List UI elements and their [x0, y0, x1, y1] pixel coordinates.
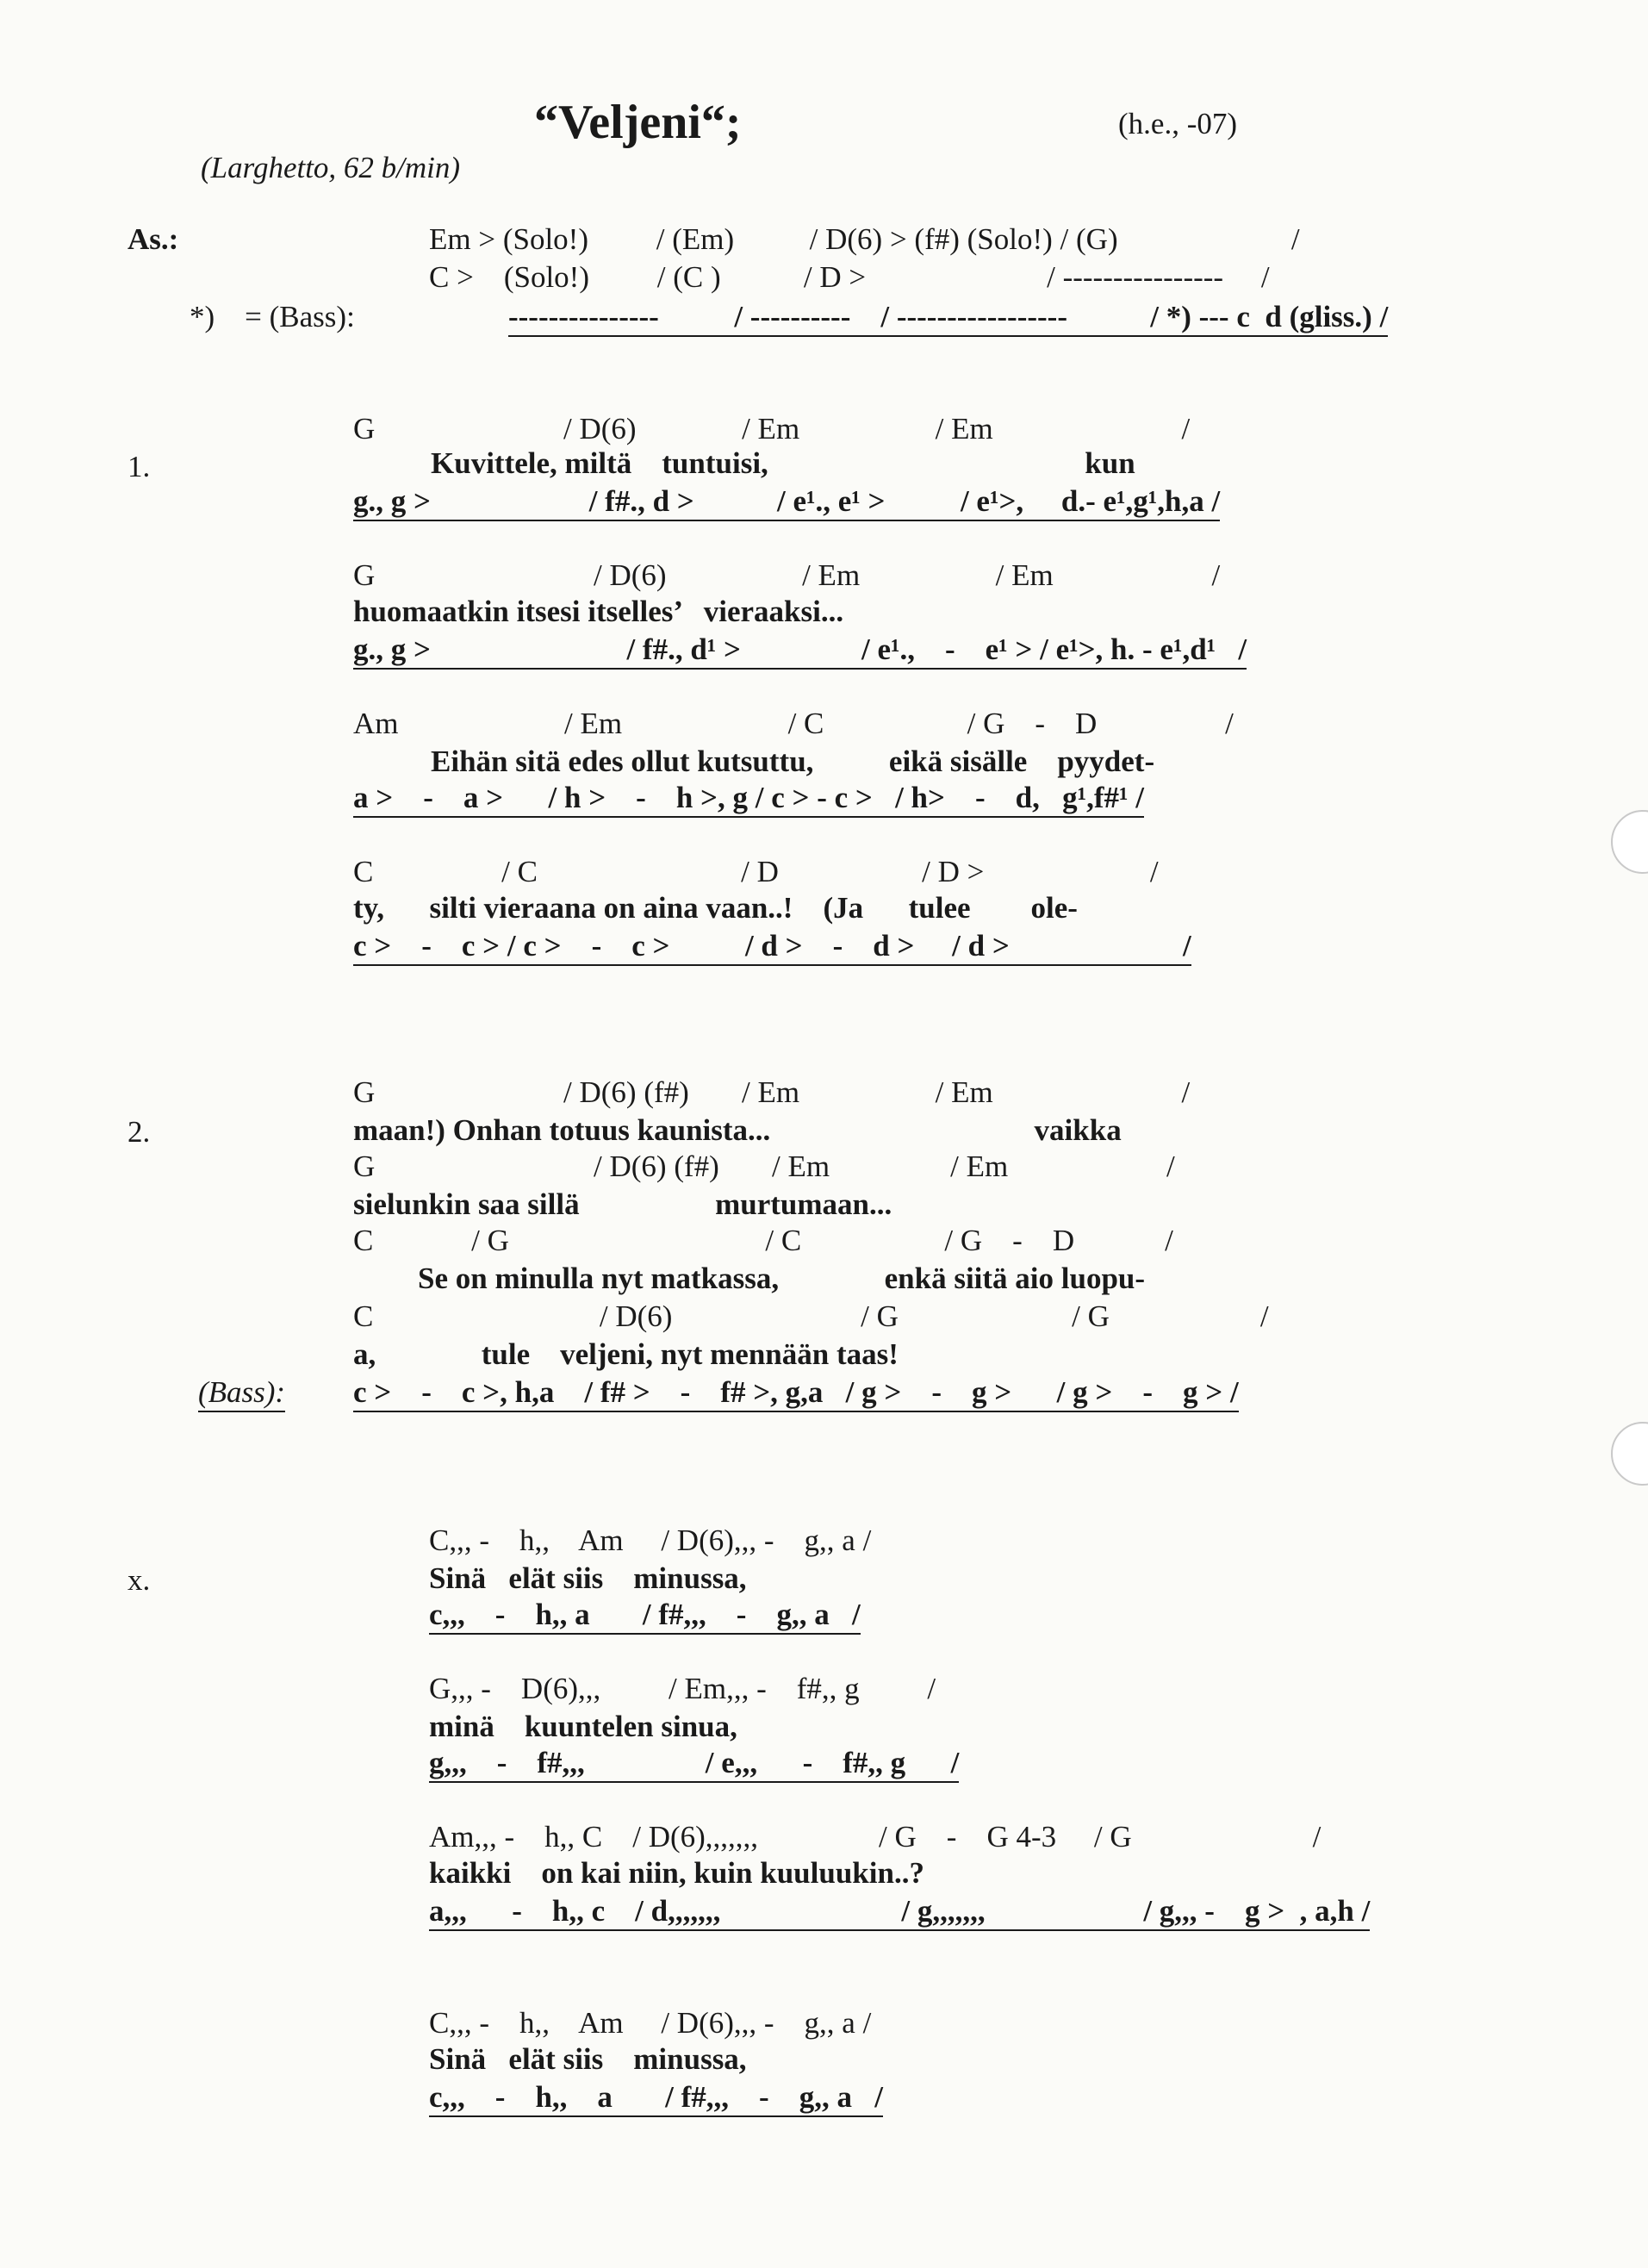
author-date: (h.e., -07) — [1118, 107, 1238, 140]
v1-s1-chords: G / D(6) / Em / Em / — [353, 412, 1191, 446]
v1-s2-chords: G / D(6) / Em / Em / — [353, 558, 1221, 592]
verse-2-number: 2. — [127, 1115, 151, 1149]
binder-hole-bottom — [1611, 1422, 1648, 1486]
x-d-chords: C,,, - h,, Am / D(6),,, - g,, a / — [429, 2006, 872, 2040]
v1-s1-bass: g., g > / f#., d > / e¹., e¹ > / e¹>, d.- e¹,g¹,h,a / — [353, 484, 1220, 521]
v2-r2-lyrics: sielunkin saa sillä murtumaan... — [353, 1187, 892, 1221]
v2-r3-lyrics: Se on minulla nyt matkassa, enkä siitä aio luopu- — [418, 1262, 1146, 1295]
intro-bass-label: *) = (Bass): — [190, 300, 355, 333]
x-a-bass: c,,, - h,, a / f#,,, - g,, a / — [429, 1598, 861, 1635]
intro-chords-1: Em > (Solo!) / (Em) / D(6) > (f#) (Solo!) / (G) / — [429, 222, 1300, 256]
x-b-chords: G,,, - D(6),,, / Em,,, - f#,, g / — [429, 1672, 936, 1705]
v1-s2-lyrics: huomaatkin itsesi itselles’ vieraaksi... — [353, 595, 844, 628]
intro-chords-2: C > (Solo!) / (C ) / D > / ---------------- / — [429, 260, 1270, 294]
x-a-lyrics: Sinä elät siis minussa, — [429, 1561, 747, 1595]
x-c-chords: Am,,, - h,, C / D(6),,,,,,, / G - G 4-3 / G / — [429, 1820, 1322, 1854]
v1-s4-lyrics: ty, silti vieraana on aina vaan..! (Ja tulee ole- — [353, 891, 1078, 925]
v2-bass-label: (Bass): — [198, 1375, 285, 1412]
v1-s1-lyrics: Kuvittele, miltä tuntuisi, kun — [431, 446, 1135, 480]
x-b-bass: g,,, - f#,,, / e,,, - f#,, g / — [429, 1746, 959, 1783]
x-c-bass: a,,, - h,, c / d,,,,,,, / g,,,,,,, / g,,, - g > , a,h / — [429, 1894, 1370, 1931]
x-c-lyrics: kaikki on kai niin, kuin kuuluukin..? — [429, 1856, 924, 1890]
v2-r4-lyrics: a, tule veljeni, nyt mennään taas! — [353, 1337, 899, 1371]
v2-r2-chords: G / D(6) (f#) / Em / Em / — [353, 1150, 1175, 1183]
intro-label: As.: — [127, 222, 179, 256]
tempo-marking: (Larghetto, 62 b/min) — [201, 151, 461, 184]
v1-s3-lyrics: Eihän sitä edes ollut kutsuttu, eikä sisälle pyydet- — [431, 745, 1155, 778]
v2-r1-chords: G / D(6) (f#) / Em / Em / — [353, 1075, 1191, 1109]
v1-s4-bass: c > - c > / c > - c > / d > - d > / d > / — [353, 929, 1191, 966]
v1-s3-bass: a > - a > / h > - h >, g / c > - c > / h> - d, g¹,f#¹ / — [353, 781, 1144, 818]
x-a-chords: C,,, - h,, Am / D(6),,, - g,, a / — [429, 1523, 872, 1557]
v1-s3-chords: Am / Em / C / G - D / — [353, 707, 1234, 740]
x-d-bass: c,,, - h,, a / f#,,, - g,, a / — [429, 2080, 883, 2117]
v1-s2-bass: g., g > / f#., d¹ > / e¹., - e¹ > / e¹>, h. - e¹,d¹ / — [353, 632, 1247, 670]
v2-r4-chords: C / D(6) / G / G / — [353, 1299, 1269, 1333]
v2-r1-lyrics: maan!) Onhan totuus kaunista... vaikka — [353, 1113, 1122, 1147]
v2-r3-chords: C / G / C / G - D / — [353, 1224, 1173, 1257]
verse-1-number: 1. — [127, 450, 151, 483]
intro-bass-line: --------------- / ---------- / ----------------- / *) --- c d (gliss.) / — [508, 300, 1388, 337]
x-d-lyrics: Sinä elät siis minussa, — [429, 2042, 747, 2076]
v2-bass-line: c > - c >, h,a / f# > - f# >, g,a / g > - g > / g > - g > / — [353, 1375, 1239, 1412]
binder-hole-top — [1611, 810, 1648, 874]
x-b-lyrics: minä kuuntelen sinua, — [429, 1710, 737, 1743]
section-x-number: x. — [127, 1563, 151, 1597]
v1-s4-chords: C / C / D / D > / — [353, 855, 1159, 888]
song-title: “Veljeni“; — [534, 96, 742, 149]
